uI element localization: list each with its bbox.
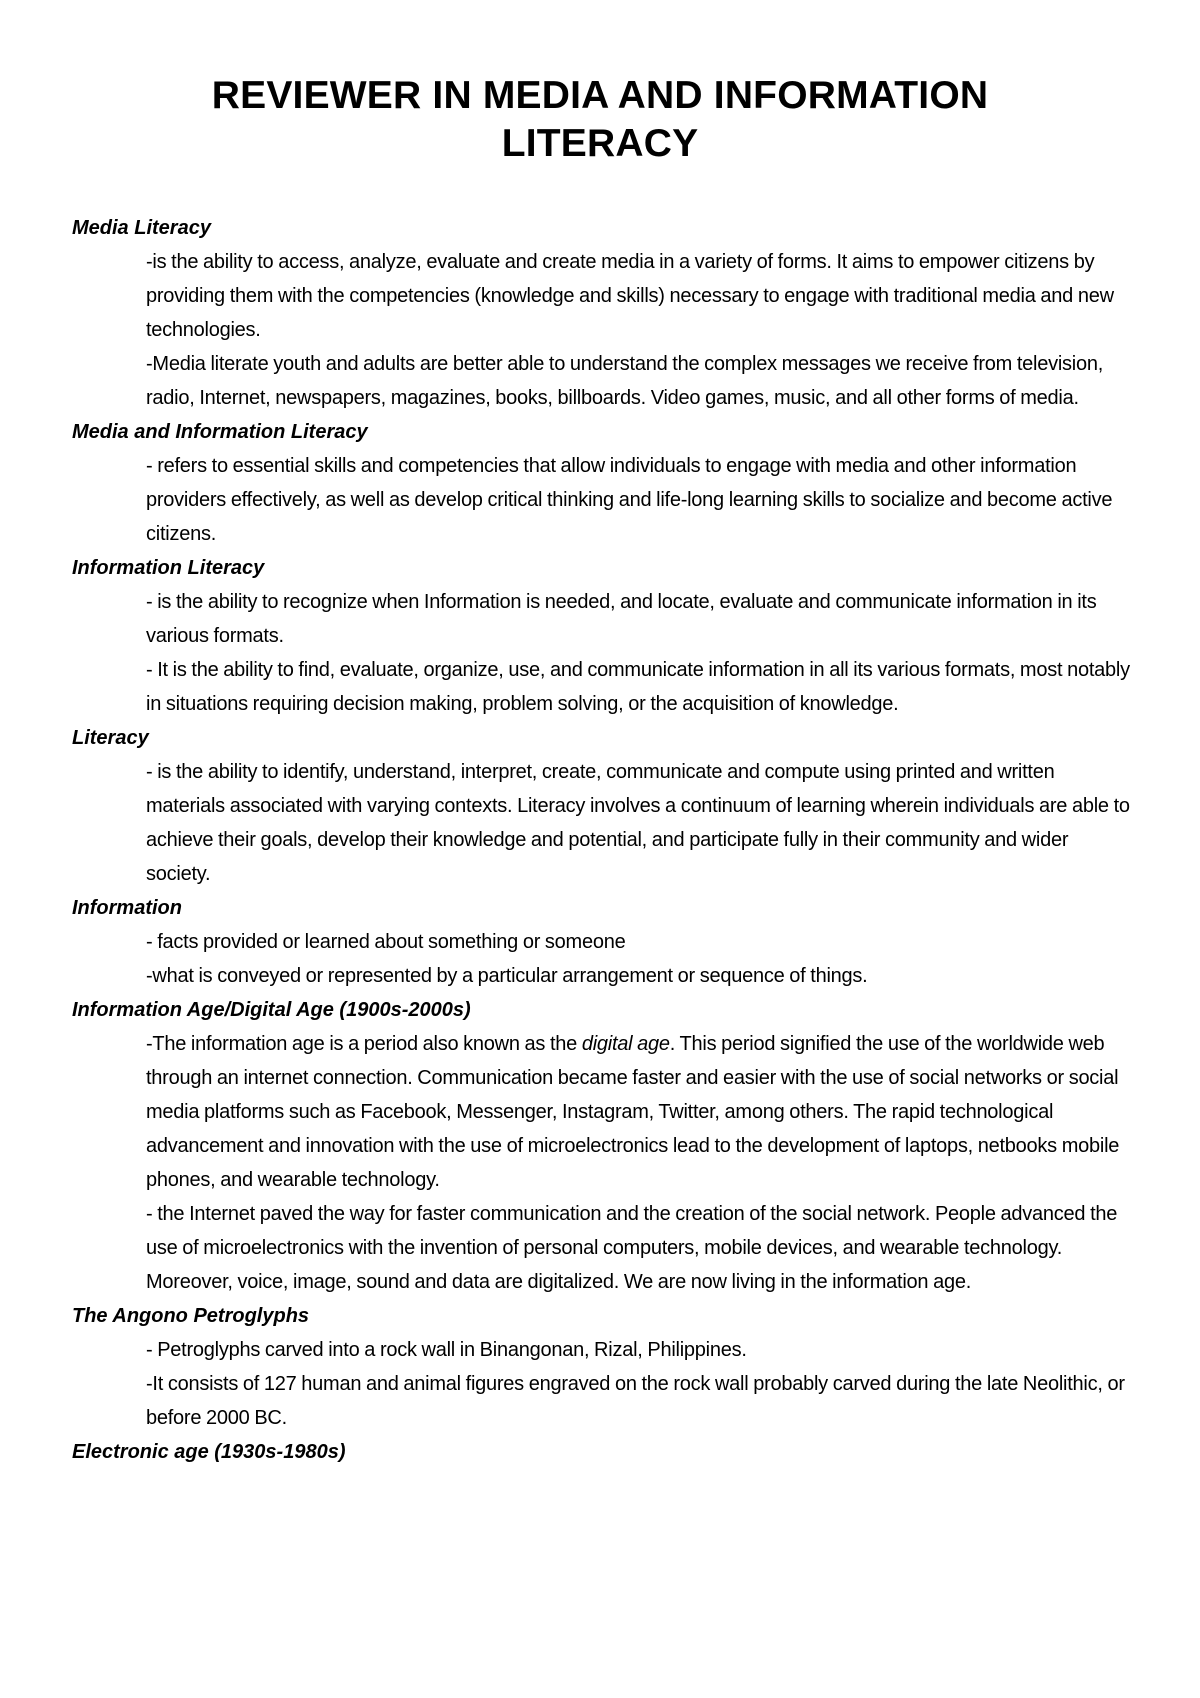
definition-paragraph: -Media literate youth and adults are better able to understand the complex messages we receive from television, radio, Internet, newspapers, magazines, books, billboards. Video games, music, and all other forms of media. [146, 353, 1104, 409]
definition-paragraph: -what is conveyed or represented by a particular arrangement or sequence of things. [146, 965, 868, 987]
page-title: REVIEWER IN MEDIA AND INFORMATION LITERACY [211, 74, 989, 165]
term-heading: Information Age/Digital Age (1900s-2000s) [72, 999, 471, 1021]
term-heading: Information [72, 897, 182, 919]
term-heading: Media and Information Literacy [72, 421, 368, 443]
definition-paragraph: -The information age is a period also known as the digital age. This period signified the use of the worldwide web through an internet connection. Communication became faster and easier with the use of social networks or social media platforms such as Facebook, Messenger, Instagram, Twitter, among others. The rapid technological advancement and innovation with the use of microelectronics lead to the development of laptops, netbooks mobile phones, and wearable technology. [146, 1033, 1120, 1191]
term-heading: Information Literacy [72, 557, 265, 579]
definition-paragraph: - the Internet paved the way for faster communication and the creation of the social network. People advanced the use of microelectronics with the invention of personal computers, mobile devices, and wearable technology. Moreover, voice, image, sound and data are digitalized. We are now living in the information age. [146, 1203, 1118, 1293]
emphasis-text: digital age [581, 1033, 670, 1055]
definition-paragraph: - It is the ability to find, evaluate, organize, use, and communicate information in all its various formats, most notably in situations requiring decision making, problem solving, or the acquisition of knowledge. [146, 659, 1130, 715]
definition-paragraph: - refers to essential skills and competencies that allow individuals to engage with media and other information providers effectively, as well as develop critical thinking and life-long learning skills to socialize and become active citizens. [146, 455, 1113, 545]
term-heading: Media Literacy [72, 217, 211, 239]
document-body [72, 211, 1132, 1469]
term-heading: The Angono Petroglyphs [72, 1305, 310, 1327]
definition-paragraph: - facts provided or learned about something or someone [146, 931, 626, 953]
definition-paragraph: -It consists of 127 human and animal figures engraved on the rock wall probably carved during the late Neolithic, or before 2000 BC. [146, 1373, 1125, 1429]
term-heading: Literacy [72, 727, 149, 749]
definition-paragraph: - Petroglyphs carved into a rock wall in Binangonan, Rizal, Philippines. [146, 1339, 747, 1361]
definition-paragraph: - is the ability to recognize when Information is needed, and locate, evaluate and communicate information in its various formats. [146, 591, 1097, 647]
term-heading: Electronic age (1930s-1980s) [72, 1441, 346, 1463]
definition-paragraph: - is the ability to identify, understand, interpret, create, communicate and compute using printed and written materials associated with varying contexts. Literacy involves a continuum of learning wherein individuals are able to achieve their goals, develop their knowledge and potential, and participate fully in their community and wider society. [146, 761, 1130, 885]
definition-paragraph: -is the ability to access, analyze, evaluate and create media in a variety of forms. It aims to empower citizens by providing them with the competencies (knowledge and skills) necessary to engage with traditional media and new technologies. [146, 251, 1114, 341]
